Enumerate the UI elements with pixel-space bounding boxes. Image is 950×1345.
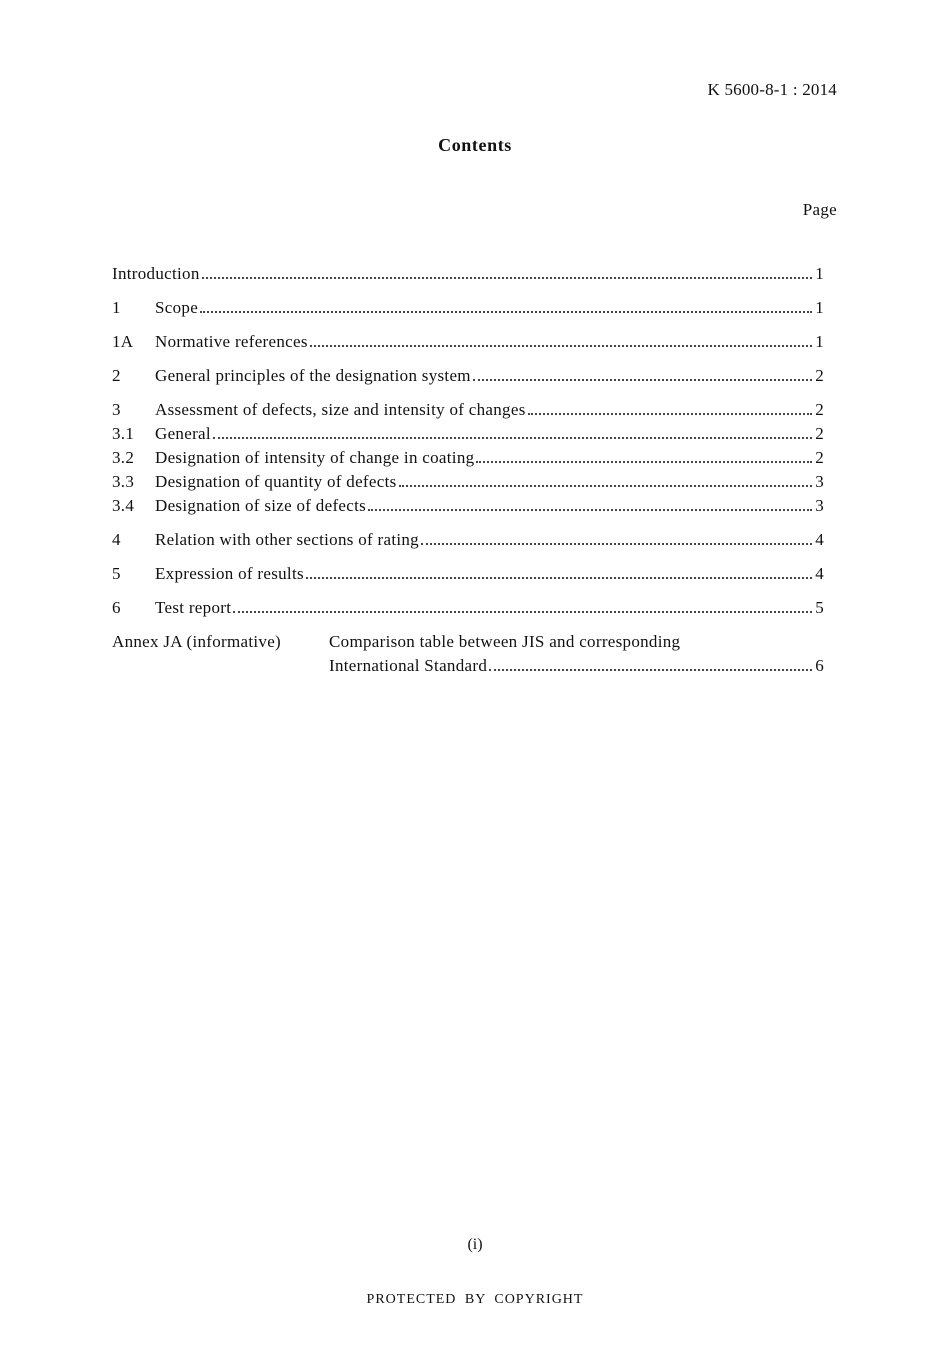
toc-entry-number: 3.1 xyxy=(112,424,135,443)
toc-entry-number: 3.3 xyxy=(112,472,135,491)
toc-entry-number: 4 xyxy=(112,530,121,549)
dot-leader xyxy=(233,611,812,613)
toc-entry[interactable] xyxy=(112,330,824,354)
dot-leader xyxy=(473,379,812,381)
toc-entry-page: 2 xyxy=(815,448,824,467)
dot-leader xyxy=(399,485,812,487)
toc-entry-page: 4 xyxy=(815,564,824,583)
dot-leader xyxy=(200,311,812,313)
toc-entry-title: Relation with other sections of rating xyxy=(155,530,419,549)
page-title: Contents xyxy=(438,135,512,155)
toc-entry-number: 6 xyxy=(112,598,121,617)
toc-entry-title: Scope xyxy=(155,298,199,317)
footer-page-number: (i) xyxy=(467,1236,483,1253)
toc-entry[interactable] xyxy=(112,528,824,552)
toc-entry[interactable] xyxy=(112,422,824,446)
dot-leader xyxy=(476,461,812,463)
toc-entry[interactable] xyxy=(112,296,824,320)
toc-entry-page: 4 xyxy=(815,530,824,549)
toc-entry-number: 2 xyxy=(112,366,121,385)
toc-entry[interactable] xyxy=(112,470,824,494)
toc-entry[interactable] xyxy=(112,262,824,286)
toc-entry-title: Designation of quantity of defects xyxy=(155,472,397,491)
toc-entry-title: Designation of intensity of change in coating xyxy=(155,448,475,467)
dot-leader xyxy=(368,509,812,511)
toc-entry-title: General xyxy=(155,424,211,443)
toc-entry-page: 5 xyxy=(815,598,824,617)
dot-leader xyxy=(421,543,812,545)
dot-leader xyxy=(202,277,812,279)
toc-entry-title: Introduction xyxy=(112,264,200,283)
toc-entry-title: Expression of results xyxy=(155,564,304,583)
toc-entry-page: 1 xyxy=(815,298,824,317)
copyright-notice: PROTECTED BY COPYRIGHT xyxy=(366,1292,584,1307)
dot-leader xyxy=(528,413,812,415)
toc-entry-number: 1 xyxy=(112,298,121,317)
annex-title-line2-text: International Standard xyxy=(329,656,488,675)
toc-entry[interactable] xyxy=(112,494,824,518)
toc-entry[interactable] xyxy=(112,364,824,388)
toc-entry-page: 1 xyxy=(815,264,824,283)
annex-page-number: 6 xyxy=(815,656,824,675)
document-code: K 5600-8-1 : 2014 xyxy=(707,80,837,99)
dot-leader xyxy=(310,345,812,347)
toc-entry-title: Normative references xyxy=(155,332,308,351)
annex-title-line2 xyxy=(329,654,824,678)
toc-entry-number: 3 xyxy=(112,400,121,419)
toc-entry[interactable] xyxy=(112,596,824,620)
toc-entry-title: Designation of size of defects xyxy=(155,496,367,515)
toc-entry-page: 3 xyxy=(815,472,824,491)
toc-entry-page: 2 xyxy=(815,424,824,443)
toc-entries xyxy=(112,262,824,620)
dot-leader xyxy=(306,577,812,579)
annex-title xyxy=(329,630,824,678)
toc-entry-title: Assessment of defects, size and intensity of changes xyxy=(155,400,526,419)
annex-title-line1: Comparison table between JIS and corresponding xyxy=(329,632,681,651)
toc-entry-title: General principles of the designation system xyxy=(155,366,471,385)
toc-entry[interactable] xyxy=(112,446,824,470)
toc-entry-page: 2 xyxy=(815,400,824,419)
dot-leader xyxy=(213,437,812,439)
toc-entry-page: 2 xyxy=(815,366,824,385)
toc-entry-title: Test report xyxy=(155,598,232,617)
table-of-contents xyxy=(112,262,824,678)
annex-label: Annex JA (informative) xyxy=(112,632,282,651)
dot-leader xyxy=(489,669,812,671)
toc-entry[interactable] xyxy=(112,562,824,586)
toc-entry-page: 1 xyxy=(815,332,824,351)
toc-entry[interactable] xyxy=(112,398,824,422)
toc-entry-number: 3.2 xyxy=(112,448,135,467)
toc-entry-number: 1A xyxy=(112,332,134,351)
page-column-label: Page xyxy=(802,200,837,219)
toc-entry-number: 5 xyxy=(112,564,121,583)
toc-entry-number: 3.4 xyxy=(112,496,135,515)
toc-entry-annex[interactable] xyxy=(112,630,824,678)
toc-entry-page: 3 xyxy=(815,496,824,515)
